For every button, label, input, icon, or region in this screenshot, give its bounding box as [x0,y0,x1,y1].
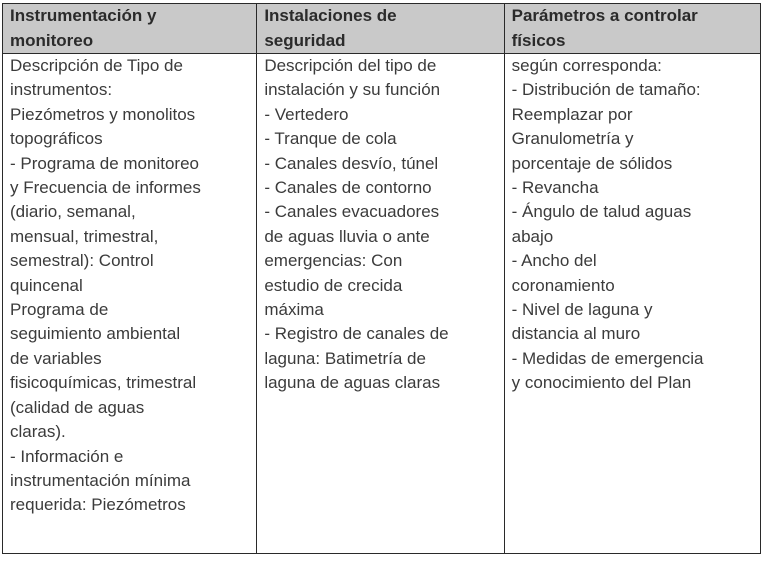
cell-line: Granulometría y [511,129,634,149]
header-line: Instalaciones de [264,6,397,25]
cell-line: - Canales desvío, túnel [264,153,439,173]
cell-line: (calidad de aguas [10,397,145,417]
header-line: seguridad [264,30,346,50]
header-instrumentacion-monitoreo [3,4,257,54]
cell-line: Descripción de Tipo de [10,56,183,75]
cell-line: abajo [511,226,554,246]
cell-line: requerida: Piezómetros [10,495,186,515]
cell-line: - Registro de canales de [264,324,449,344]
cell-line: laguna: Batimetría de [264,348,426,368]
header-line: Instrumentación y [10,6,157,25]
cell-line: de aguas lluvia o ante [264,226,430,246]
cell-line: - Ancho del [511,251,597,271]
cell-line: según corresponda: [511,56,662,75]
cell-line: semestral): Control [10,251,154,271]
cell-line: mensual, trimestral, [10,226,159,246]
cell-line: - Distribución de tamaño: [511,80,701,100]
table-row [3,54,761,554]
header-instalaciones-seguridad [257,4,504,54]
cell-line: distancia al muro [511,324,641,344]
cell-line: y Frecuencia de informes [10,178,201,198]
cell-line: y conocimiento del Plan [511,373,692,393]
cell-line: Piezómetros y monolitos [10,104,196,124]
header-line: Parámetros a controlar [511,6,698,25]
header-line: físicos [511,30,566,50]
cell-line: - Programa de monitoreo [10,153,199,173]
cell-line: máxima [264,300,324,320]
cell-line: de variables [10,348,102,368]
cell-line: - Ángulo de talud aguas [511,202,692,222]
cell-line: coronamiento [511,275,615,295]
cell-line: seguimiento ambiental [10,324,181,344]
cell-line: estudio de crecida [264,275,403,295]
cell-line: instalación y su función [264,80,441,100]
cell-line: instrumentos: [10,80,113,100]
cell-line: Descripción del tipo de [264,56,437,75]
cell-line: - Tranque de cola [264,129,397,149]
document-table [2,3,761,554]
cell-line: Reemplazar por [511,104,633,124]
cell-line: quincenal [10,275,83,295]
cell-line: porcentaje de sólidos [511,153,673,173]
table-header-row [3,4,761,54]
cell-instrumentacion [3,54,257,554]
header-line: monitoreo [10,30,94,50]
cell-instalaciones [257,54,504,554]
header-parametros-controlar [504,4,760,54]
cell-line: - Información e [10,446,124,466]
cell-line: (diario, semanal, [10,202,136,222]
cell-line: emergencias: Con [264,251,403,271]
cell-line: laguna de aguas claras [264,373,441,393]
cell-line: fisicoquímicas, trimestral [10,373,197,393]
cell-parametros [504,54,760,554]
cell-line: instrumentación mínima [10,470,191,490]
cell-line: - Revancha [511,178,599,198]
cell-line: - Vertedero [264,104,349,124]
cell-line: claras). [10,422,66,442]
cell-line: - Canales evacuadores [264,202,440,222]
cell-line: - Medidas de emergencia [511,348,704,368]
cell-line: Programa de [10,300,109,320]
cell-line: topográficos [10,129,103,149]
cell-line: - Nivel de laguna y [511,300,653,320]
cell-line: - Canales de contorno [264,178,432,198]
